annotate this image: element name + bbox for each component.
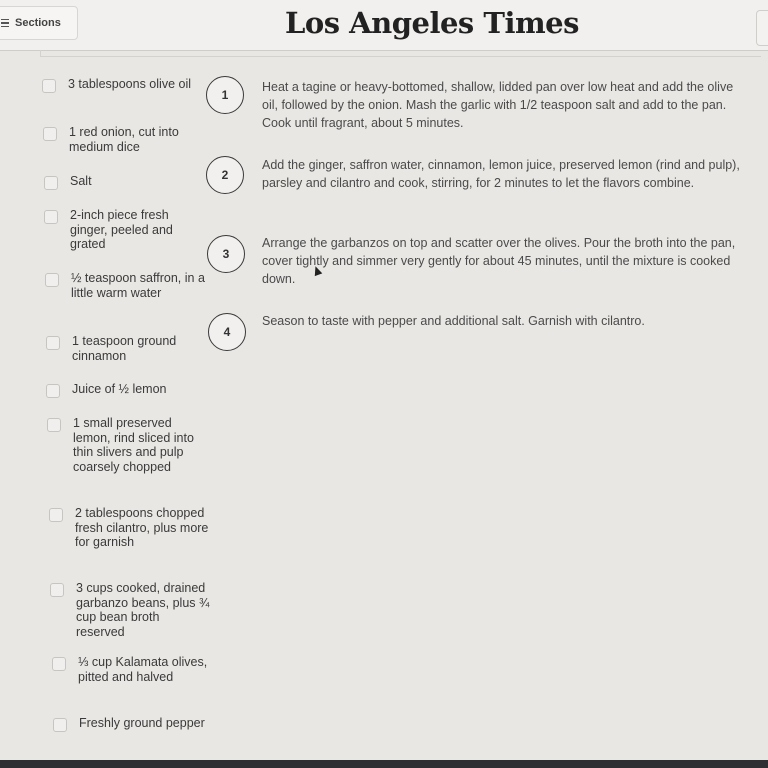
- ingredient-label: Juice of ½ lemon: [72, 382, 167, 396]
- ingredient-label: 1 red onion, cut into medium dice: [69, 125, 179, 154]
- ingredient-item[interactable]: [49, 506, 209, 550]
- ingredient-item[interactable]: [46, 334, 206, 363]
- sections-menu-button[interactable]: [0, 6, 78, 40]
- ingredient-checkbox[interactable]: [44, 176, 58, 190]
- ingredient-checkbox[interactable]: [49, 508, 63, 522]
- ingredient-checkbox[interactable]: [44, 210, 58, 224]
- ingredient-checkbox[interactable]: [47, 418, 61, 432]
- ingredient-item[interactable]: [46, 382, 206, 398]
- ingredient-item[interactable]: [44, 174, 204, 190]
- ingredient-label: Salt: [70, 174, 92, 188]
- ingredient-item[interactable]: [43, 125, 203, 154]
- ingredient-item[interactable]: [50, 581, 210, 639]
- ingredient-label: 3 cups cooked, drained garbanzo beans, plus ¾ cup bean broth reserved: [76, 581, 210, 639]
- step-number-4: 4: [208, 313, 246, 351]
- header-divider: [40, 50, 761, 57]
- ingredient-label: ½ teaspoon saffron, in a little warm water: [71, 271, 205, 300]
- ingredient-label: 3 tablespoons olive oil: [68, 77, 191, 91]
- ingredient-checkbox[interactable]: [52, 657, 66, 671]
- ingredient-item[interactable]: [47, 416, 207, 474]
- ingredient-item[interactable]: [53, 716, 213, 732]
- step-text-4: Season to taste with pepper and additional salt. Garnish with cilantro.: [262, 314, 645, 328]
- sections-label: Sections: [15, 17, 61, 29]
- ingredient-checkbox[interactable]: [50, 583, 64, 597]
- screen-bezel: [0, 760, 768, 768]
- header-right-button[interactable]: [756, 10, 768, 46]
- ingredient-label: 1 small preserved lemon, rind sliced into thin slivers and pulp coarsely chopped: [73, 416, 194, 474]
- step-text-1: Heat a tagine or heavy-bottomed, shallow, lidded pan over low heat and add the olive oil, followed by the onion. Mash the garlic with 1/2 teaspoon salt and add to the pan. Cook until fragrant, about 5 minutes.: [262, 80, 734, 130]
- ingredient-label: ⅓ cup Kalamata olives, pitted and halved: [78, 655, 208, 684]
- ingredient-checkbox[interactable]: [53, 718, 67, 732]
- step-number-3: 3: [207, 235, 245, 273]
- ingredient-item[interactable]: [42, 77, 202, 93]
- step-text-3: Arrange the garbanzos on top and scatter over the olives. Pour the broth into the pan, cover tightly and simmer very gently for about 45 minutes, until the mixture is cooked down.: [262, 236, 736, 286]
- ingredient-checkbox[interactable]: [43, 127, 57, 141]
- ingredient-label: 2-inch piece fresh ginger, peeled and grated: [70, 208, 173, 251]
- site-logo[interactable]: Los Angeles Times: [285, 6, 579, 40]
- site-header: [0, 0, 768, 51]
- ingredient-label: Freshly ground pepper: [79, 716, 205, 730]
- ingredient-checkbox[interactable]: [45, 273, 59, 287]
- ingredient-checkbox[interactable]: [46, 336, 60, 350]
- ingredient-label: 2 tablespoons chopped fresh cilantro, plus more for garnish: [75, 506, 209, 549]
- step-text-2: Add the ginger, saffron water, cinnamon, lemon juice, preserved lemon (rind and pulp), parsley and cilantro and cook, stirring, for 2 minutes to let the flavors combine.: [262, 158, 740, 190]
- ingredient-item[interactable]: [44, 208, 204, 252]
- step-number-1: 1: [206, 76, 244, 114]
- ingredient-label: 1 teaspoon ground cinnamon: [72, 334, 177, 363]
- ingredient-checkbox[interactable]: [42, 79, 56, 93]
- hamburger-icon: [1, 17, 9, 30]
- step-number-2: 2: [206, 156, 244, 194]
- ingredient-item[interactable]: [52, 655, 212, 684]
- ingredient-checkbox[interactable]: [46, 384, 60, 398]
- ingredient-item[interactable]: [45, 271, 205, 300]
